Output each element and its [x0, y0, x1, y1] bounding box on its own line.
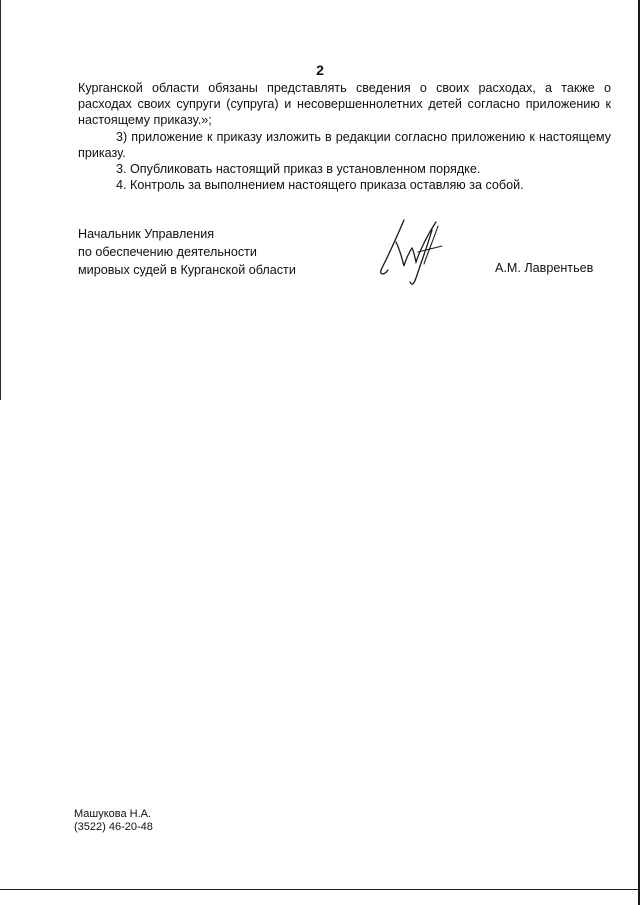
- signatory-name: А.М. Лаврентьев: [495, 261, 594, 275]
- document-body: [78, 80, 611, 193]
- signatory-position: [78, 225, 296, 279]
- signatory-position-line: мировых судей в Курганской области: [78, 263, 296, 277]
- scan-edge-bottom: [0, 889, 640, 890]
- handwritten-signature: [372, 212, 462, 292]
- scan-edge-left: [0, 0, 1, 400]
- paragraph-continuation: Курганской области обязаны представлять сведения о своих расходах, а также о расходах своих супруги (супруга) и несовершеннолетних детей согласно приложению к настоящему приказу.»;: [78, 81, 611, 128]
- signatory-position-line: Начальник Управления: [78, 227, 215, 241]
- signatory-position-line: по обеспечению деятельности: [78, 245, 257, 259]
- paragraph-item-4: 4. Контроль за выполнением настоящего приказа оставляю за собой.: [116, 178, 524, 193]
- executor-phone: (3522) 46-20-48: [74, 821, 153, 833]
- executor-info: [74, 808, 153, 834]
- executor-name: Машукова Н.А.: [74, 808, 152, 820]
- page-number: 2: [316, 62, 324, 78]
- paragraph-item-3: 3. Опубликовать настоящий приказ в установленном порядке.: [116, 162, 481, 177]
- paragraph-item-3-subpoint: 3) приложение к приказу изложить в редакции согласно приложению к настоящему приказу.: [78, 129, 611, 160]
